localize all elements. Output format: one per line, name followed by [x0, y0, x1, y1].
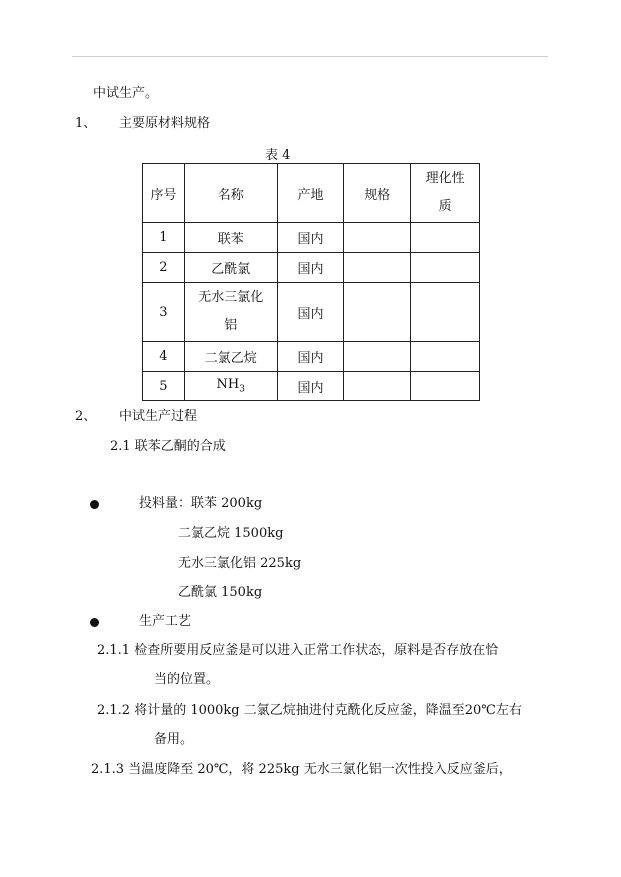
process-label: 生产工艺 — [139, 614, 192, 629]
row-origin: 国内 — [277, 342, 344, 372]
row-spec — [344, 342, 411, 372]
row-name: 联苯 — [184, 223, 277, 253]
row-spec — [344, 223, 411, 253]
raw-material-table — [142, 163, 480, 401]
row-origin: 国内 — [277, 223, 344, 253]
row-seq: 1 — [143, 223, 185, 253]
header-name: 名称 — [184, 164, 277, 223]
bullet-icon — [90, 618, 99, 627]
header-origin: 产地 — [277, 164, 344, 223]
table-row — [143, 253, 480, 283]
section-2-title: 中试生产过程 — [119, 409, 198, 424]
row-seq: 3 — [143, 283, 185, 342]
header-rule — [72, 56, 548, 57]
header-properties-line1: 理化性 — [425, 171, 465, 186]
row-origin: 国内 — [277, 283, 344, 342]
bullet-icon — [90, 500, 99, 509]
intro-text: 中试生产。 — [93, 86, 159, 101]
feed-item: 二氯乙烷 1500kg — [178, 526, 284, 541]
row-spec — [344, 283, 411, 342]
row-origin: 国内 — [277, 372, 344, 401]
feed-item: 无水三氯化铝 225kg — [178, 556, 302, 571]
row-origin: 国内 — [277, 253, 344, 283]
table-row — [143, 283, 480, 342]
process-step-line1: 2.1.1 检查所要用反应釜是可以进入正常工作状态，原料是否存放在恰 — [97, 643, 499, 658]
table-row — [143, 223, 480, 253]
process-step-line1: 2.1.3 当温度降至 20℃，将 225kg 无水三氯化铝一次性投入反应釜后， — [91, 762, 512, 777]
feed-item: 乙酰氯 150kg — [178, 585, 263, 600]
row-seq: 5 — [143, 372, 185, 401]
header-properties — [411, 164, 480, 223]
table-header-row — [143, 164, 480, 223]
section-2-number: 2、 — [75, 409, 97, 424]
row-name — [184, 283, 277, 342]
header-properties-line2: 质 — [438, 199, 452, 214]
row-seq: 2 — [143, 253, 185, 283]
process-step-line1: 2.1.2 将计量的 1000kg 二氯乙烷抽进付克酰化反应釜，降温至20℃左右 — [97, 703, 522, 718]
section-1-title: 主要原材料规格 — [119, 116, 211, 131]
header-spec: 规格 — [344, 164, 411, 223]
row-properties — [411, 283, 480, 342]
row-properties — [411, 342, 480, 372]
row-properties — [411, 372, 480, 401]
row-spec — [344, 253, 411, 283]
table-row — [143, 342, 480, 372]
header-seq: 序号 — [143, 164, 185, 223]
row-name-subscript: 3 — [239, 384, 245, 395]
row-name-line2: 铝 — [224, 318, 238, 333]
row-name: 乙酰氯 — [184, 253, 277, 283]
row-name — [184, 372, 277, 401]
row-properties — [411, 223, 480, 253]
table-row — [143, 372, 480, 401]
subsection-title: 2.1 联苯乙酮的合成 — [110, 439, 226, 454]
row-name: 二氯乙烷 — [184, 342, 277, 372]
row-spec — [344, 372, 411, 401]
feed-label: 投料量：联苯 200kg — [139, 496, 263, 511]
section-1-number: 1、 — [75, 116, 97, 131]
row-seq: 4 — [143, 342, 185, 372]
row-properties — [411, 253, 480, 283]
process-step-line2: 备用。 — [154, 732, 194, 747]
row-name-base: NH — [216, 377, 240, 393]
process-step-line2: 当的位置。 — [154, 672, 220, 687]
table-caption: 表 4 — [265, 148, 291, 163]
row-name-line1: 无水三氯化 — [198, 290, 264, 305]
